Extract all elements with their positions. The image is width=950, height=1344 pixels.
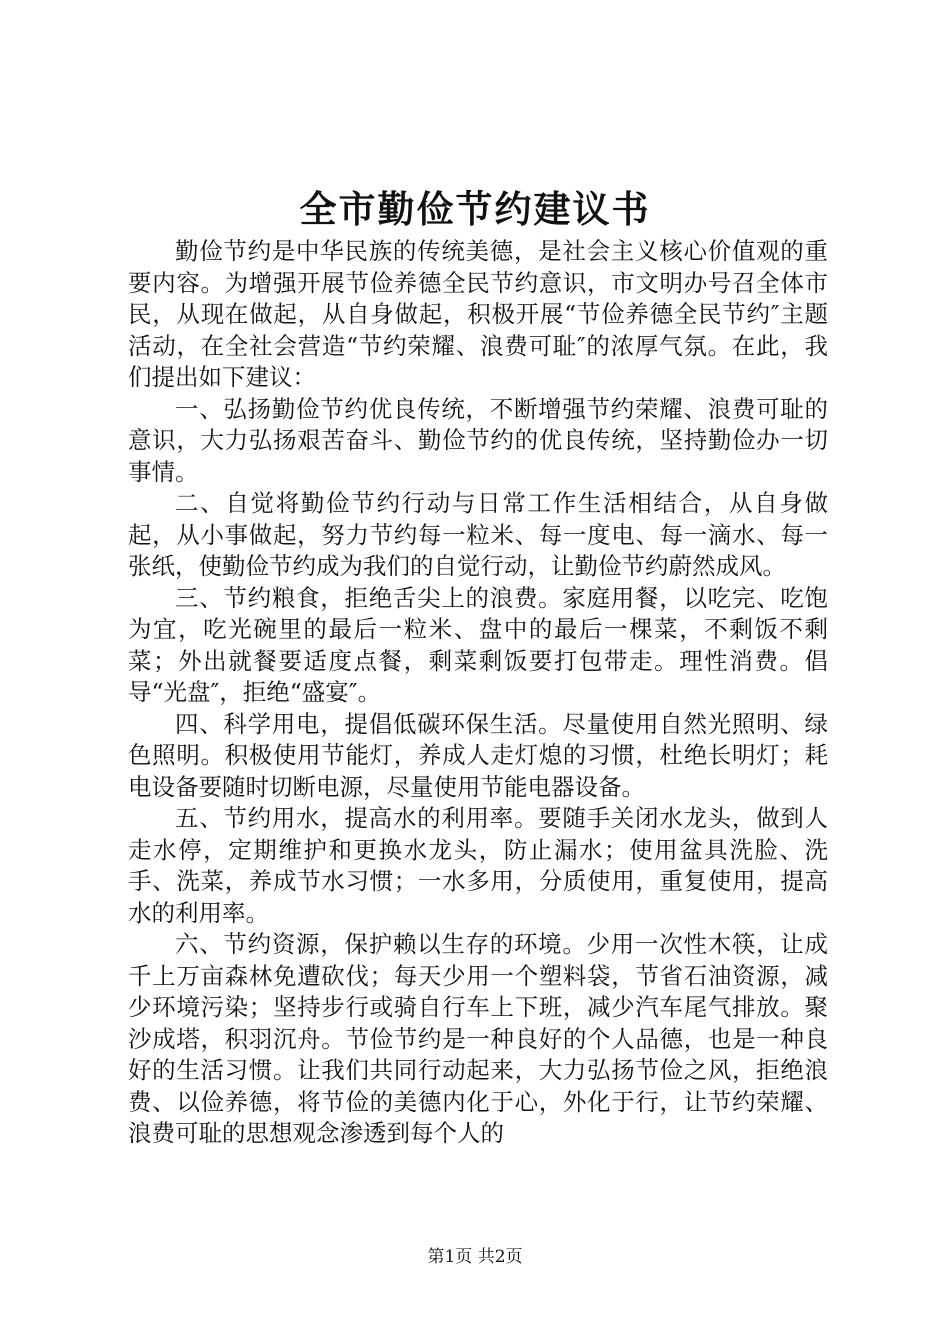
document-body: [128, 236, 828, 1150]
body-paragraph-2: 二、自觉将勤俭节约行动与日常工作生活相结合，从自身做起，从小事做起，努力节约每一粒米、每一度电、每一滴水、每一张纸，使勤俭节约成为我们的自觉行动，让勤俭节约蔚然成风。: [128, 489, 828, 580]
body-paragraph-5: 五、节约用水，提高水的利用率。要随手关闭水龙头，做到人走水停，定期维护和更换水龙头，防止漏水；使用盆具洗脸、洗手、洗菜，养成节水习惯；一水多用，分质使用，重复使用，提高水的利用率。: [128, 804, 828, 927]
page-footer: 第1页 共2页: [427, 1247, 523, 1267]
body-paragraph-intro: 勤俭节约是中华民族的传统美德，是社会主义核心价值观的重要内容。为增强开展节俭养德全民节约意识，市文明办号召全体市民，从现在做起，从自身做起，积极开展“节俭养德全民节约″主题活动，在全社会营造“节约荣耀、浪费可耻″的浓厚气氛。在此，我们提出如下建议：: [128, 237, 828, 391]
body-paragraph-4: 四、科学用电，提倡低碳环保生活。尽量使用自然光照明、绿色照明。积极使用节能灯，养成人走灯熄的习惯，杜绝长明灯；耗电设备要随时切断电源，尽量使用节能电器设备。: [128, 709, 828, 801]
body-paragraph-1: 一、弘扬勤俭节约优良传统，不断增强节约荣耀、浪费可耻的意识，大力弘扬艰苦奋斗、勤俭节约的优良传统，坚持勤俭办一切事情。: [128, 394, 828, 486]
document-title: 全市勤俭节约建议书: [299, 187, 651, 231]
body-paragraph-6: 六、节约资源，保护赖以生存的环境。少用一次性木筷，让成千上万亩森林免遭砍伐；每天少用一个塑料袋，节省石油资源，减少环境污染；坚持步行或骑自行车上下班，减少汽车尾气排放。聚沙成塔，积羽沉舟。节俭节约是一种良好的个人品德，也是一种良好的生活习惯。让我们共同行动起来，大力弘扬节俭之风，拒绝浪费、以俭养德，将节俭的美德内化于心，外化于行，让节约荣耀、浪费可耻的思想观念渗透到每个人的: [128, 930, 828, 1147]
body-paragraph-3: 三、节约粮食，拒绝舌尖上的浪费。家庭用餐，以吃完、吃饱为宜，吃光碗里的最后一粒米、盘中的最后一棵菜，不剩饭不剩菜；外出就餐要适度点餐，剩菜剩饭要打包带走。理性消费。倡导“光盘″，拒绝“盛宴″。: [128, 583, 828, 706]
